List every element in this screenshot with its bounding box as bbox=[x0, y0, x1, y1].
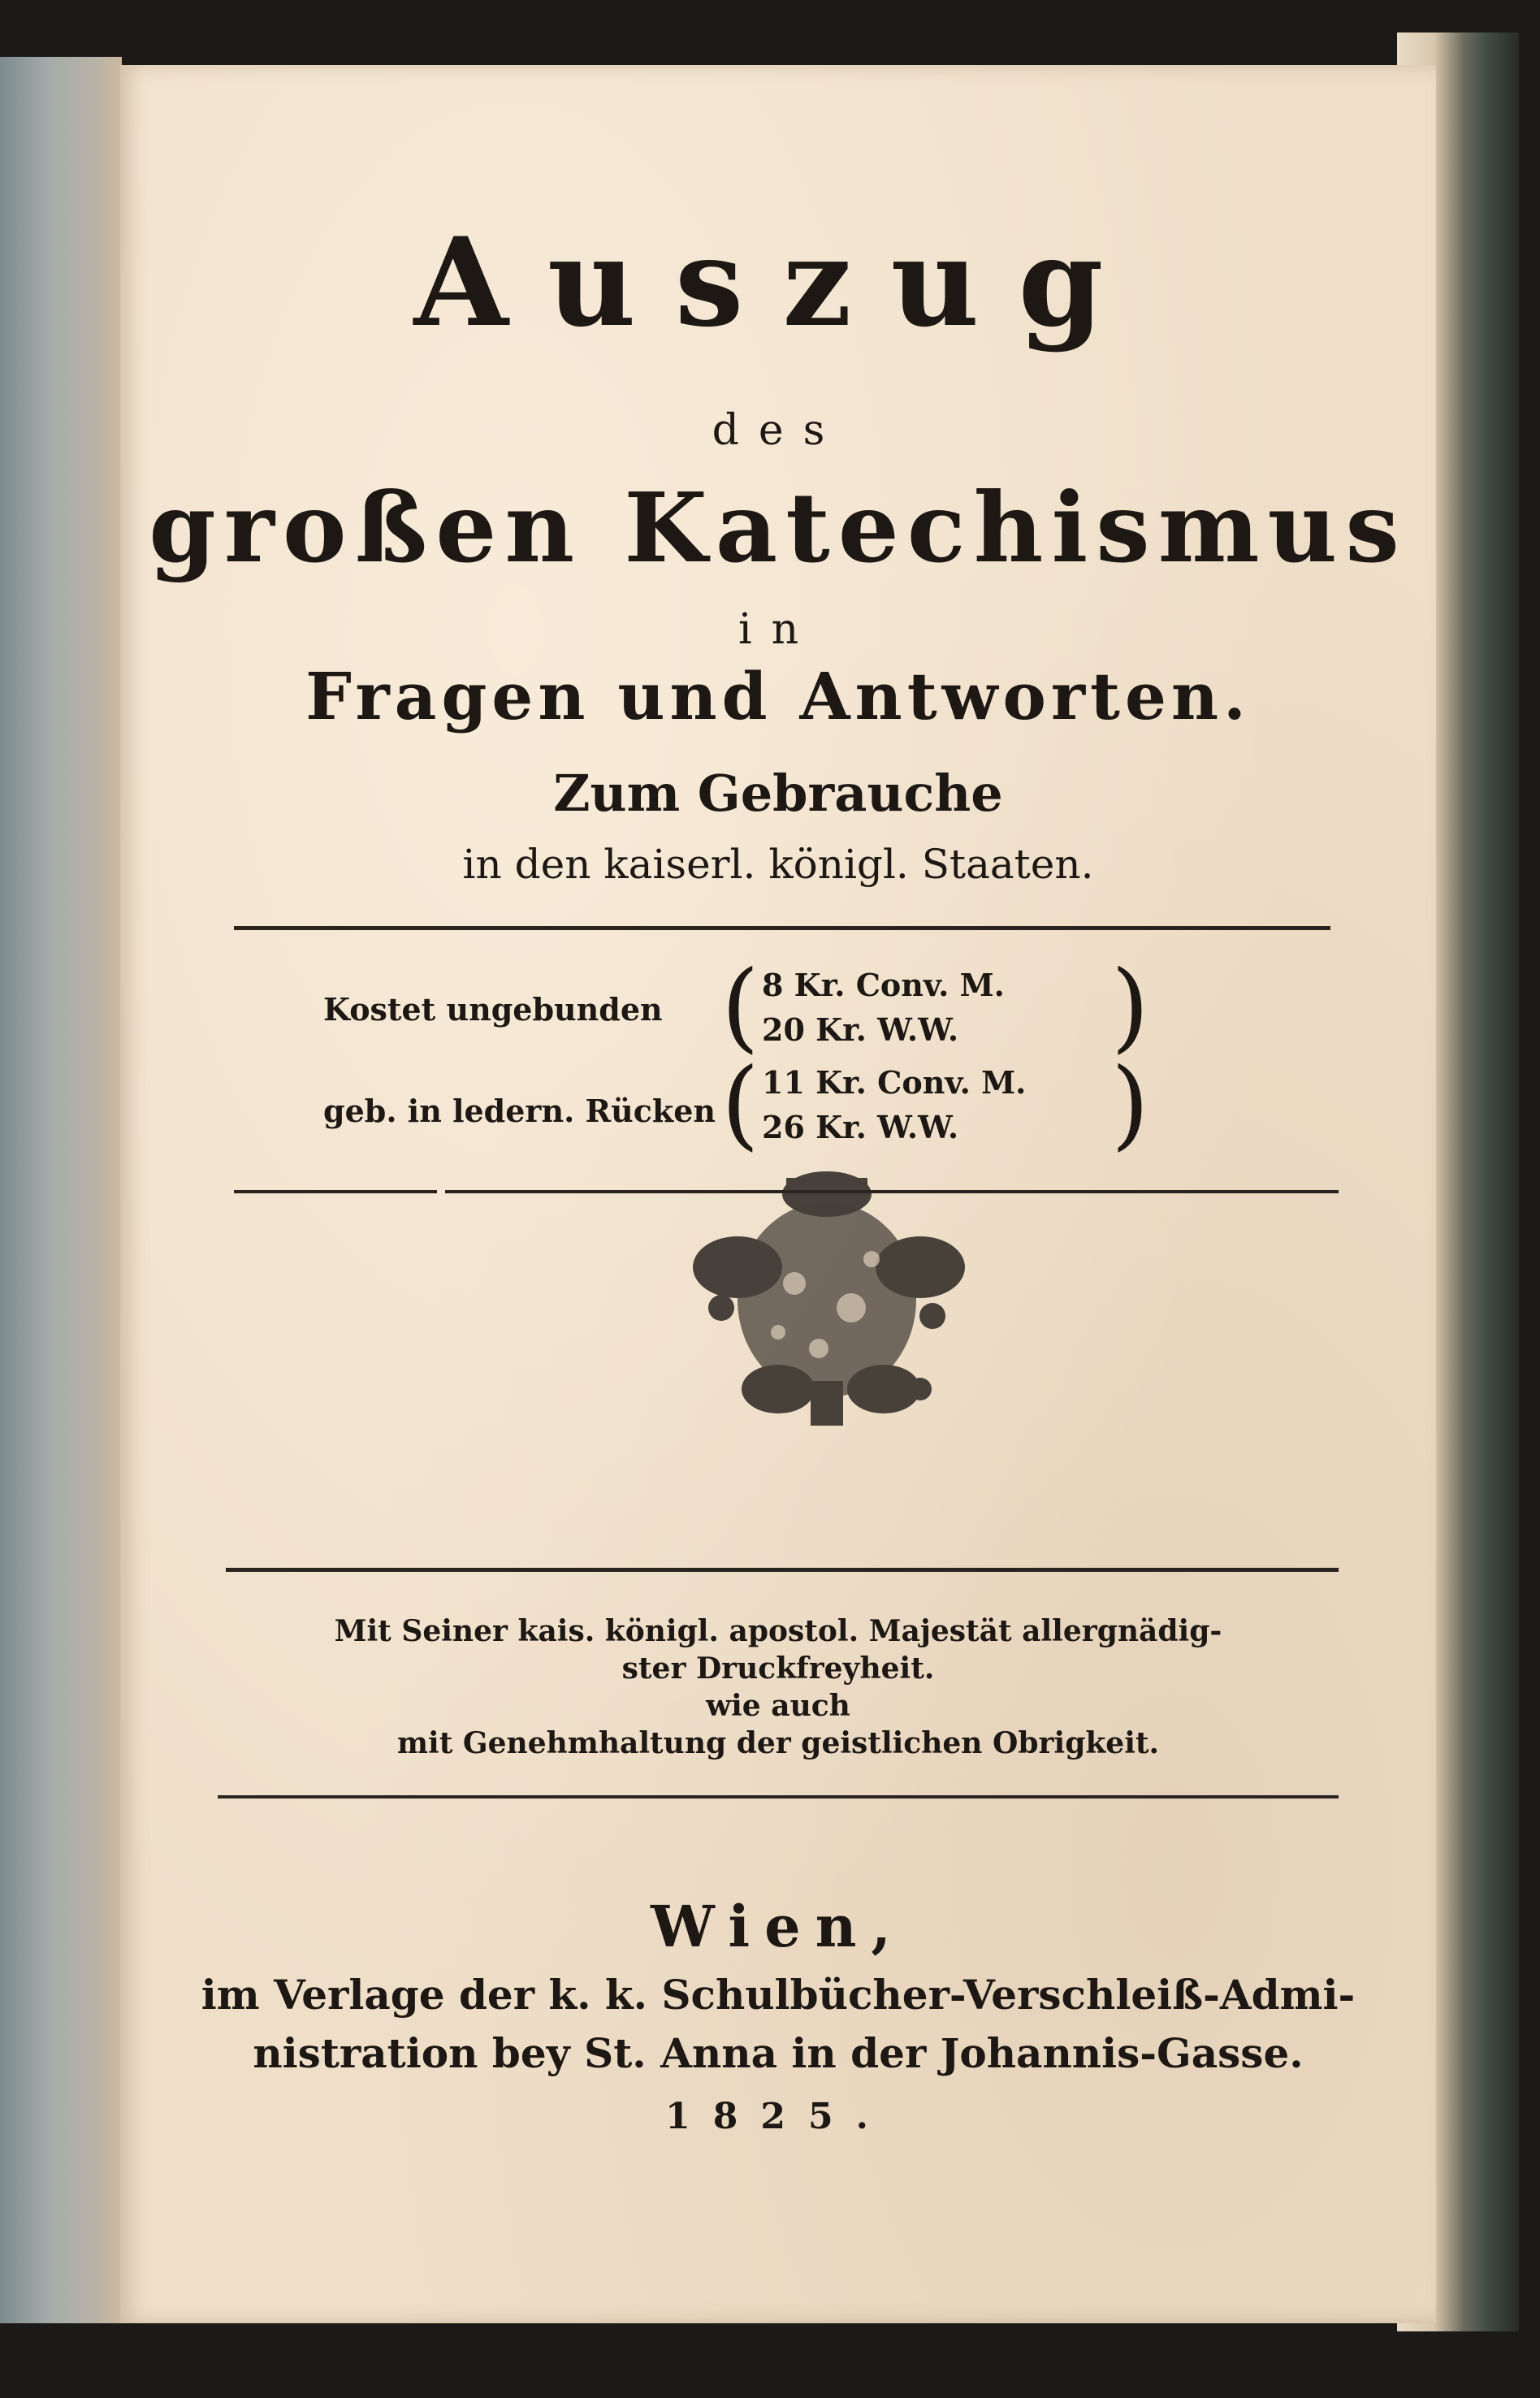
price-bracket-close-1: ) bbox=[1111, 950, 1149, 1063]
price-label-bound: geb. in ledern. Rücken bbox=[323, 1093, 716, 1129]
price-value-bound-conv: 11 Kr. Conv. M. bbox=[762, 1064, 1027, 1101]
rule-top bbox=[234, 926, 1330, 930]
title-gebrauche: Zum Gebrauche bbox=[553, 764, 1003, 823]
title-fragen: Fragen und Antworten. bbox=[305, 658, 1251, 734]
price-label-unbound: Kostet ungebunden bbox=[323, 991, 663, 1028]
price-bracket-open-1: ( bbox=[721, 950, 759, 1063]
imprint-line-2: nistration bey St. Anna in der Johannis-Gasse. bbox=[253, 2029, 1304, 2077]
price-value-bound-ww: 26 Kr. W.W. bbox=[762, 1109, 959, 1145]
rule-mid-left bbox=[234, 1190, 437, 1193]
privilege-line-1: Mit Seiner kais. königl. apostol. Majestät allergnädig- bbox=[334, 1614, 1222, 1648]
privilege-line-3: wie auch bbox=[706, 1689, 850, 1723]
imprint-city: Wien, bbox=[651, 1893, 906, 1960]
price-value-unbound-conv: 8 Kr. Conv. M. bbox=[762, 967, 1005, 1003]
price-bracket-close-2: ) bbox=[1111, 1048, 1149, 1161]
title-in: in bbox=[738, 605, 819, 654]
title-katechismus: großen Katechismus bbox=[149, 471, 1408, 584]
imprint-year: 1825. bbox=[665, 2096, 891, 2137]
privilege-line-4: mit Genehmhaltung der geistlichen Obrigkeit. bbox=[396, 1726, 1160, 1760]
price-value-unbound-ww: 20 Kr. W.W. bbox=[762, 1011, 959, 1048]
title-des: des bbox=[712, 406, 845, 455]
price-bracket-open-2: ( bbox=[721, 1048, 759, 1161]
privilege-line-2: ster Druckfreyheit. bbox=[621, 1651, 935, 1686]
book-binding-left bbox=[0, 57, 122, 2323]
rule-privilege-top bbox=[226, 1568, 1339, 1572]
rule-privilege-bottom bbox=[218, 1795, 1339, 1798]
title-auszug: Auszug bbox=[413, 211, 1143, 354]
imprint-line-1: im Verlage der k. k. Schulbücher-Verschleiß-Admi- bbox=[201, 1971, 1356, 2019]
title-staaten: in den kaiserl. königl. Staaten. bbox=[462, 841, 1094, 888]
title-page bbox=[120, 65, 1436, 2323]
imperial-eagle-stamp bbox=[689, 1145, 965, 1438]
